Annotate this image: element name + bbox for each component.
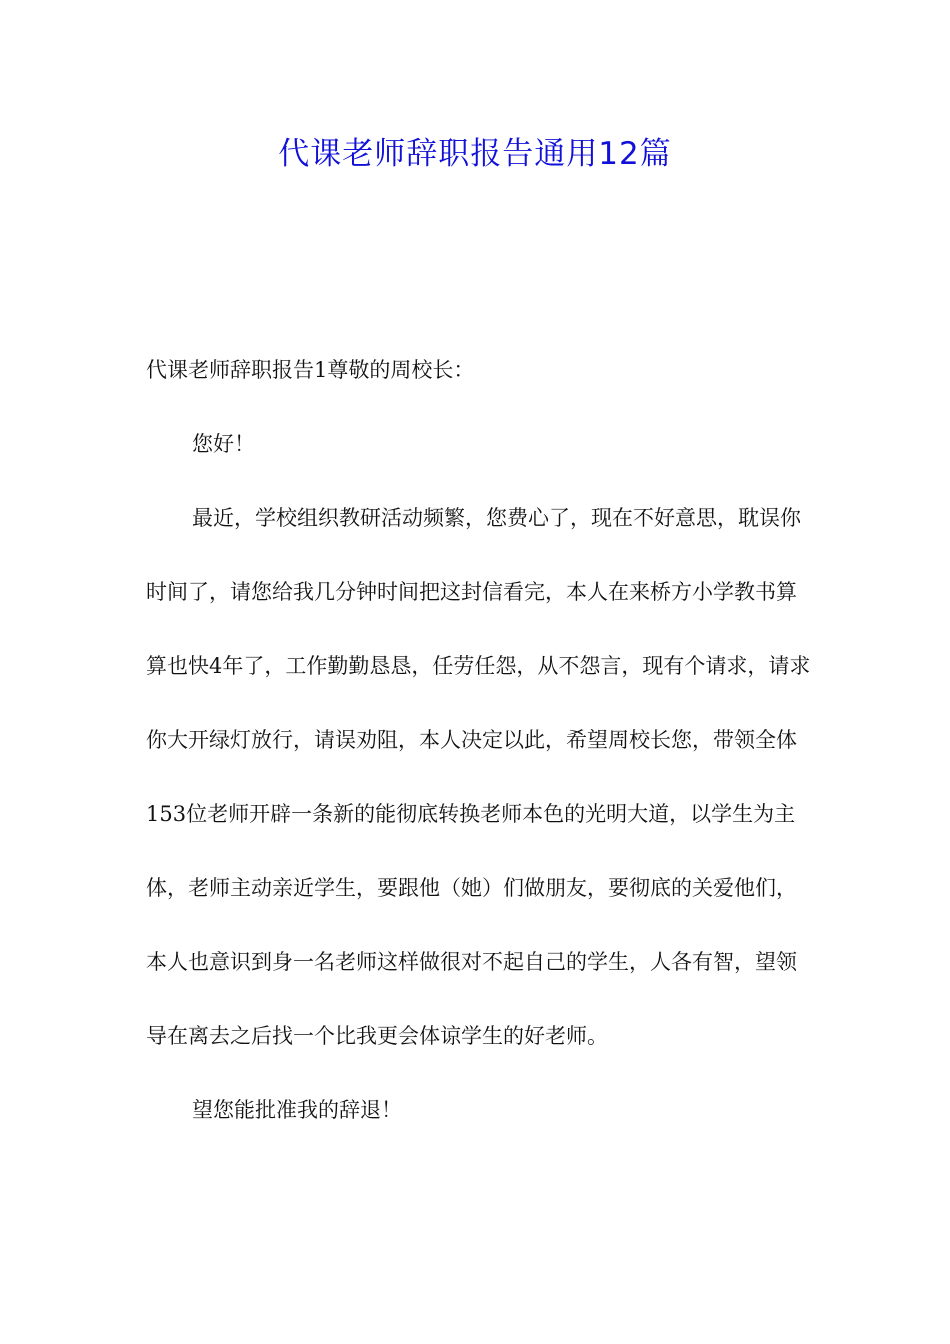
document-body bbox=[146, 333, 816, 1147]
paragraph-greeting: 您好！ bbox=[192, 432, 255, 456]
paragraph-salutation: 代课老师辞职报告1尊敬的周校长： bbox=[146, 358, 475, 382]
document-title: 代课老师辞职报告通用12篇 bbox=[278, 136, 672, 172]
paragraph-main: 最近，学校组织教研活动频繁，您费心了，现在不好意思，耽误你时间了，请您给我几分钟时间把这封信看完，本人在来桥方小学教书算算也快4年了，工作勤勤恳恳，任劳任怨，从不怨言，现有个请求，请求你大开绿灯放行，请误劝阻，本人决定以此，希望周校长您，带领全体153位老师开辟一条新的能彻底转换老师本色的光明大道，以学生为主体，老师主动亲近学生，要跟他（她）们做朋友，要彻底的关爱他们，本人也意识到身一名老师这样做很对不起自己的学生，人各有智，望领导在离去之后找一个比我更会体谅学生的好老师。 bbox=[146, 506, 811, 1048]
paragraph-closing: 望您能批准我的辞退！ bbox=[192, 1098, 402, 1122]
